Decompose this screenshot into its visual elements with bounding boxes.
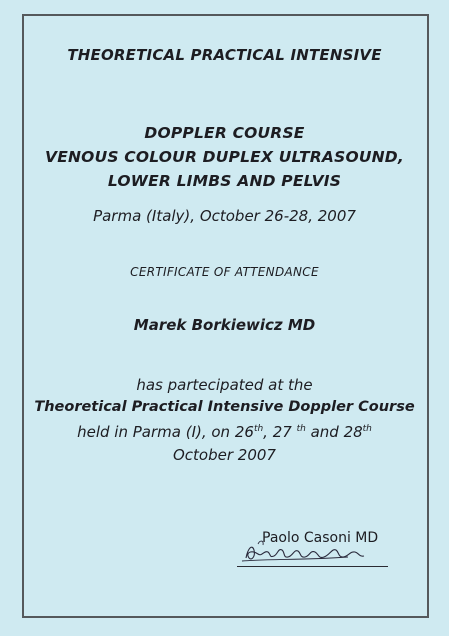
day-3-suffix: th	[362, 424, 372, 434]
signer-name: Paolo Casoni MD	[262, 530, 379, 546]
signature-line	[237, 566, 388, 567]
program-title: THEORETICAL PRACTICAL INTENSIVE	[67, 46, 382, 64]
day-2-suffix: th	[296, 424, 306, 434]
course-title-line-2: VENOUS COLOUR DUPLEX ULTRASOUND,	[45, 148, 404, 166]
course-title-line-3: LOWER LIMBS AND PELVIS	[107, 172, 342, 190]
day-1-suffix: th	[253, 424, 264, 434]
recipient-name: Marek Borkiewicz MD	[133, 316, 316, 334]
certificate-title: CERTIFICATE OF ATTENDANCE	[130, 265, 319, 279]
date-separator-2: and 28	[305, 423, 363, 441]
statement-course-name: Theoretical Practical Intensive Doppler Course	[34, 399, 415, 415]
course-title-line-1: DOPPLER COURSE	[144, 124, 305, 142]
place-and-date: Parma (Italy), October 26-28, 2007	[93, 207, 356, 225]
held-prefix: held in Parma (I), on 26	[77, 423, 254, 441]
handwritten-signature	[238, 536, 388, 568]
statement-month: October 2007	[173, 446, 276, 464]
statement-dates	[0, 423, 449, 441]
date-separator-1: , 27	[263, 423, 292, 441]
statement-line-1: has partecipated at the	[136, 376, 313, 394]
